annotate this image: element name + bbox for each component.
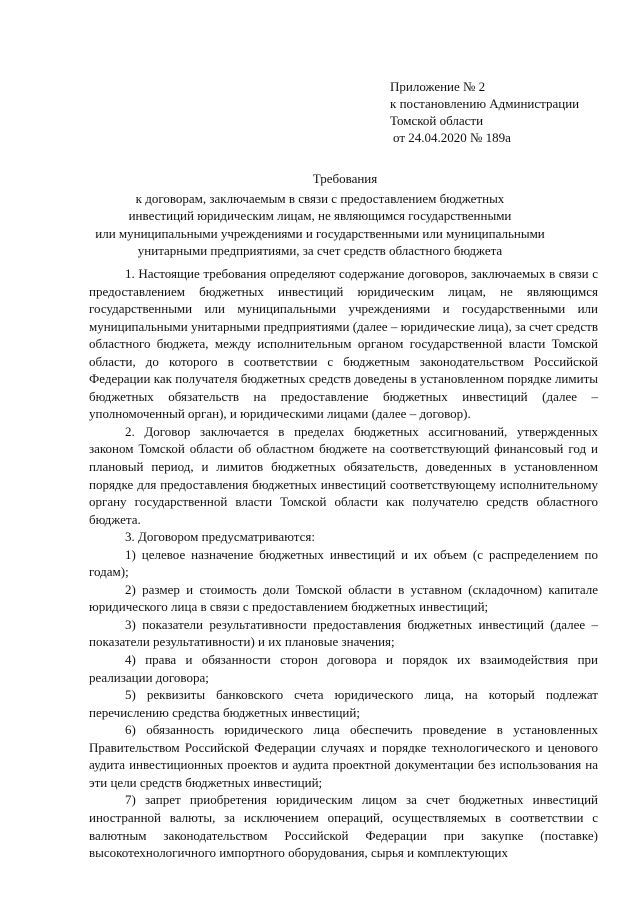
list-item-6: 6) обязанность юридического лица обеспечить проведение в установленных Правительством Российской Федерации случаях и порядке технологического и ценового аудита инвестиционных проектов и аудита проектной документации без использования на эти цели средств бюджетных инвестиций;	[89, 722, 598, 790]
heading-line-1: к договорам, заключаемым в связи с предоставлением бюджетных	[135, 190, 505, 206]
appendix-date: от 24.04.2020 № 189а	[393, 130, 511, 145]
document-title: Требования	[312, 171, 378, 186]
appendix-region: Томской области	[390, 113, 484, 128]
appendix-number: Приложение № 2	[390, 79, 486, 94]
list-item-4: 4) права и обязанности сторон договора и порядок их взаимодействия при реализации договора;	[89, 652, 598, 685]
heading-line-4: унитарными предприятиями, за счет средств областного бюджета	[137, 243, 503, 259]
paragraph-3: 3. Договором предусматриваются:	[125, 529, 315, 545]
heading-line-2: инвестиций юридическим лицам, не являющимся государственными	[128, 208, 512, 224]
list-item-3: 3) показатели результативности предоставления бюджетных инвестиций (далее – показатели результативности) и их плановые значения;	[89, 616, 598, 650]
appendix-block	[390, 78, 620, 146]
list-item-1: 1) целевое назначение бюджетных инвестиций и их объем (с распределением по годам);	[89, 546, 598, 580]
list-item-7: 7) запрет приобретения юридическим лицом за счет бюджетных инвестиций иностранной валюты, за исключением операций, осуществляемых в соответствии с валютным законодательством Российской Федерации при закупке (поставке) высокотехнологичного импортного оборудования, сырья и комплектующих	[89, 792, 598, 861]
list-item-2: 2) размер и стоимость доли Томской области в уставном (складочном) капитале юридического лица в связи с предоставлением бюджетных инвестиций;	[89, 581, 598, 615]
list-item-5: 5) реквизиты банковского счета юридического лица, на который подлежат перечислению средства бюджетных инвестиций;	[89, 687, 598, 720]
document-heading	[60, 170, 580, 260]
paragraph-1: 1. Настоящие требования определяют содержание договоров, заключаемых в связи с предоставлением бюджетных инвестиций юридическим лицам, не являющимся государственными или муниципальными учреждениями и государственными или муниципальными унитарными предприятиями (далее – юридические лица), за счет средств областного бюджета, между исполнительным органом государственной власти Томской области, до которого в соответствии с бюджетным законодательством Российской Федерации как получателя бюджетных средств доведены в установленном порядке лимиты бюджетных обязательств на предоставление бюджетных инвестиций (далее – уполномоченный орган), и юридическими лицами (далее – договор).	[89, 266, 598, 422]
paragraph-2: 2. Договор заключается в пределах бюджетных ассигнований, утвержденных законом Томской области об областном бюджете на соответствующий финансовый год и плановый период, и лимитов бюджетных обязательств, доведенных в установленном порядке для предоставления бюджетных инвестиций соответствующему исполнительному органу государственной власти Томской области как получателю средств областного бюджета.	[89, 423, 598, 527]
appendix-resolution-ref: к постановлению Администрации	[390, 96, 580, 111]
heading-line-3: или муниципальными учреждениями и государственными или муниципальными	[95, 225, 545, 241]
document-body	[89, 265, 598, 862]
